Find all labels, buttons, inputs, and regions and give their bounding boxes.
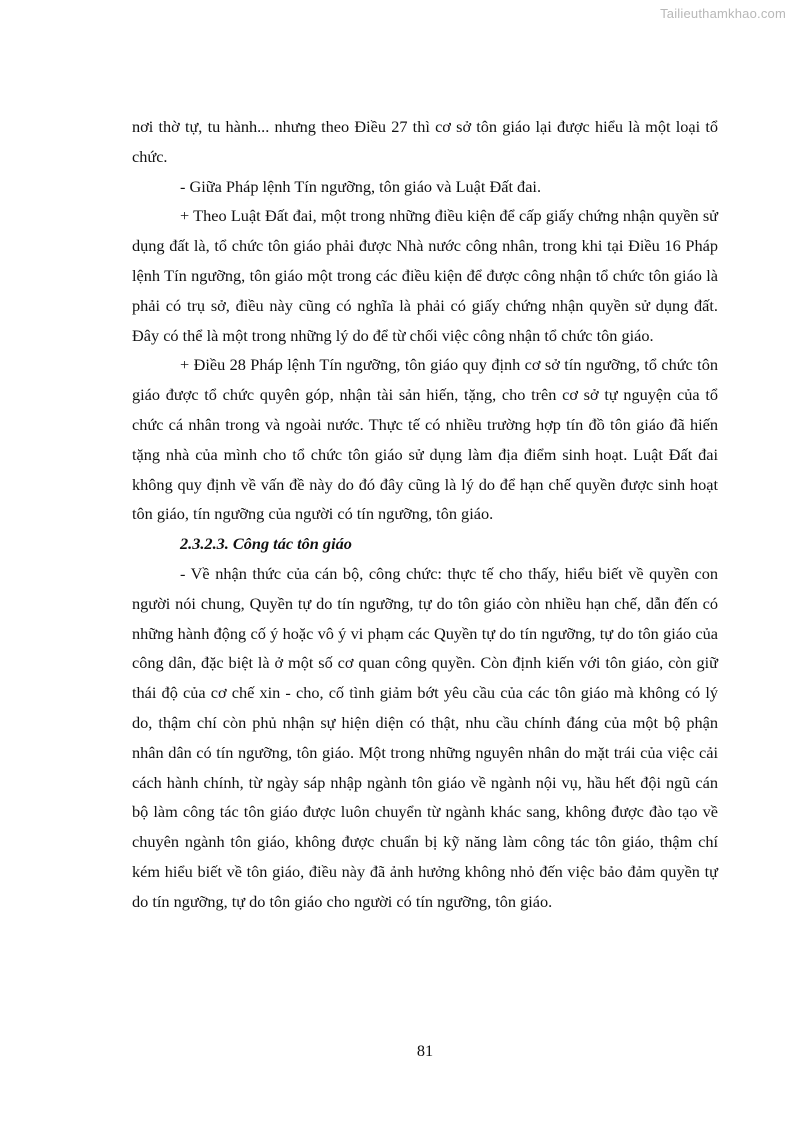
paragraph-awareness: - Về nhận thức của cán bộ, công chức: thực tế cho thấy, hiểu biết về quyền con người nói chung, Quyền tự do tín ngưỡng, tự do tôn giáo còn nhiều hạn chế, dẫn đến có những hành động cố ý hoặc vô ý vi phạm các Quyền tự do tín ngưỡng, tự do tôn giáo của công dân, đặc biệt là ở một số cơ quan công quyền. Còn định kiến với tôn giáo, còn giữ thái độ của cơ chế xin - cho, cố tình giảm bớt yêu cầu của các tôn giáo mà không có lý do, thậm chí còn phủ nhận sự hiện diện có thật, nhu cầu chính đáng của một bộ phận nhân dân có tín ngưỡng, tôn giáo. Một trong những nguyên nhân do mặt trái của việc cải cách hành chính, từ ngày sáp nhập ngành tôn giáo về ngành nội vụ, hầu hết đội ngũ cán bộ làm công tác tôn giáo được luôn chuyển từ ngành khác sang, không được đào tạo về chuyên ngành tôn giáo, không được chuẩn bị kỹ năng làm công tác tôn giáo, thậm chí kém hiểu biết về tôn giáo, điều này đã ảnh hưởng không nhỏ đến việc bảo đảm quyền tự do tín ngưỡng, tự do tôn giáo cho người có tín ngưỡng, tôn giáo. (132, 563, 718, 911)
paragraph-article-28: + Điều 28 Pháp lệnh Tín ngưỡng, tôn giáo quy định cơ sở tín ngưỡng, tổ chức tôn giáo được tổ chức quyên góp, nhận tài sản hiến, tặng, cho trên cơ sở tự nguyện của tổ chức cá nhân trong và ngoài nước. Thực tế có nhiều trường hợp tín đồ tôn giáo đã hiến tặng nhà của mình cho tổ chức tôn giáo sử dụng làm địa điểm sinh hoạt. Luật Đất đai không quy định về vấn đề này do đó đây cũng là lý do để hạn chế quyền được sinh hoạt tôn giáo, tín ngưỡng của người có tín ngưỡng, tôn giáo. (132, 355, 718, 524)
page-number: 81 (416, 1041, 434, 1060)
paragraph-continuation: nơi thờ tự, tu hành... nhưng theo Điều 27 thì cơ sở tôn giáo lại được hiểu là một loại tổ chức. (132, 117, 718, 166)
paragraph-comparison-heading: - Giữa Pháp lệnh Tín ngưỡng, tôn giáo và Luật Đất đai. (180, 176, 542, 196)
paragraph-land-law: + Theo Luật Đất đai, một trong những điều kiện để cấp giấy chứng nhận quyền sử dụng đất là, tổ chức tôn giáo phải được Nhà nước công nhân, trong khi tại Điều 16 Pháp lệnh Tín ngưỡng, tôn giáo một trong các điều kiện để được công nhận tổ chức tôn giáo là phải có trụ sở, điều này cũng có nghĩa là phải có giấy chứng nhận quyền sử dụng đất. Đây có thể là một trong những lý do để từ chối việc công nhận tổ chức tôn giáo. (132, 206, 718, 345)
document-body (132, 112, 718, 917)
section-heading: 2.3.2.3. Công tác tôn giáo (180, 534, 352, 554)
watermark-text: Tailieuthamkhao.com (660, 6, 786, 21)
